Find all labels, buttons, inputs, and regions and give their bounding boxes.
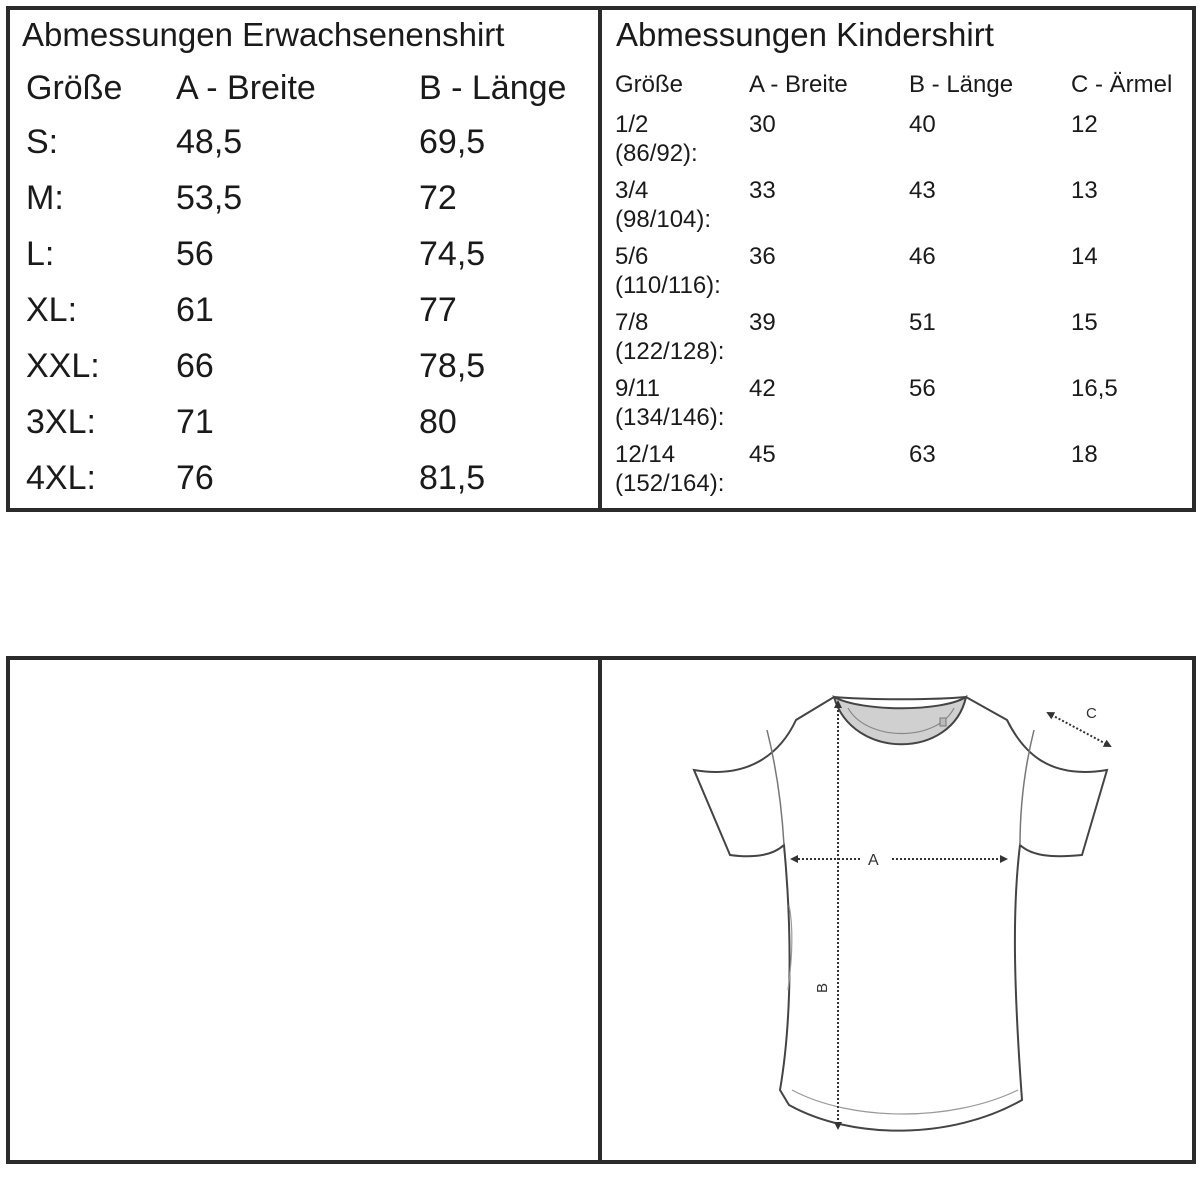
table-row	[26, 282, 579, 338]
table-row	[615, 308, 1191, 374]
length-cell: 72	[419, 179, 457, 217]
length-cell: 40	[909, 111, 936, 138]
shirt-diagram	[602, 660, 1192, 1160]
length-cell: 80	[419, 403, 457, 441]
size-cell: L:	[26, 235, 55, 273]
size-cell	[615, 176, 749, 242]
length-cell: 74,5	[419, 235, 486, 273]
width-cell: 56	[176, 235, 214, 273]
kids-header-sleeve: C - Ärmel	[1071, 71, 1173, 98]
sleeve-cell: 12	[1071, 111, 1098, 138]
length-cell: 78,5	[419, 347, 486, 385]
shirt-diagram-panel	[598, 656, 1196, 1164]
size-range: (86/92):	[615, 140, 698, 167]
width-cell: 36	[749, 243, 776, 270]
width-cell: 42	[749, 375, 776, 402]
kids-header-row	[615, 70, 1191, 110]
kids-table-title: Abmessungen Kindershirt	[616, 16, 994, 53]
table-row	[26, 338, 579, 394]
width-cell: 45	[749, 441, 776, 468]
table-row	[26, 114, 579, 170]
kids-header-length: B - Länge	[909, 71, 1014, 98]
table-row	[615, 440, 1191, 506]
size-cell	[615, 308, 749, 374]
table-row	[615, 374, 1191, 440]
length-cell: 43	[909, 177, 936, 204]
size-label: 7/8	[615, 309, 649, 336]
size-cell: S:	[26, 123, 59, 161]
length-cell: 56	[909, 375, 936, 402]
measure-a-label: A	[868, 852, 879, 869]
kids-size-table	[615, 70, 1191, 506]
adult-header-row	[26, 62, 579, 114]
table-row	[26, 394, 579, 450]
sleeve-cell: 15	[1071, 309, 1098, 336]
adult-size-table	[26, 62, 579, 506]
table-row	[615, 110, 1191, 176]
measure-b-label: B	[814, 982, 831, 993]
length-cell: 77	[419, 291, 457, 329]
size-label: 5/6	[615, 243, 649, 270]
sleeve-cell: 18	[1071, 441, 1098, 468]
empty-panel	[6, 656, 602, 1164]
sleeve-cell: 13	[1071, 177, 1098, 204]
kids-size-panel	[598, 6, 1196, 512]
size-cell	[615, 374, 749, 440]
size-range: (134/146):	[615, 404, 725, 431]
size-cell	[615, 242, 749, 308]
width-cell: 61	[176, 291, 214, 329]
length-cell: 46	[909, 243, 936, 270]
width-cell: 33	[749, 177, 776, 204]
width-cell: 48,5	[176, 123, 243, 161]
care-label-icon	[940, 718, 946, 726]
size-cell: 4XL:	[26, 459, 96, 497]
size-cell: XXL:	[26, 347, 100, 385]
length-cell: 69,5	[419, 123, 486, 161]
width-cell: 39	[749, 309, 776, 336]
size-cell	[615, 110, 749, 176]
kids-header-size: Größe	[615, 71, 684, 98]
size-cell: 3XL:	[26, 403, 96, 441]
size-label: 3/4	[615, 177, 649, 204]
width-cell: 30	[749, 111, 776, 138]
size-label: 9/11	[615, 375, 660, 402]
adult-table-title: Abmessungen Erwachsenenshirt	[22, 16, 505, 53]
length-cell: 51	[909, 309, 936, 336]
size-cell	[615, 440, 749, 506]
adult-header-width: A - Breite	[176, 69, 316, 107]
width-cell: 76	[176, 459, 214, 497]
size-cell: M:	[26, 179, 64, 217]
kids-header-width: A - Breite	[749, 71, 848, 98]
table-row	[26, 450, 579, 506]
adult-header-length: B - Länge	[419, 69, 567, 107]
measure-c-label: C	[1086, 705, 1097, 722]
length-cell: 81,5	[419, 459, 486, 497]
length-cell: 63	[909, 441, 936, 468]
size-range: (152/164):	[615, 470, 725, 497]
size-range: (110/116):	[615, 272, 721, 299]
width-cell: 71	[176, 403, 214, 441]
adult-header-size: Größe	[26, 69, 123, 107]
table-row	[26, 170, 579, 226]
sleeve-cell: 16,5	[1071, 375, 1118, 402]
table-row	[615, 242, 1191, 308]
size-range: (98/104):	[615, 206, 712, 233]
size-range: (122/128):	[615, 338, 725, 365]
sleeve-cell: 14	[1071, 243, 1098, 270]
width-cell: 66	[176, 347, 214, 385]
size-label: 12/14	[615, 441, 676, 468]
size-cell: XL:	[26, 291, 78, 329]
adult-size-panel	[6, 6, 602, 512]
size-label: 1/2	[615, 111, 649, 138]
measure-c-arrow	[1048, 713, 1110, 746]
shirt-outline	[694, 697, 1107, 1131]
table-row	[26, 226, 579, 282]
width-cell: 53,5	[176, 179, 243, 217]
table-row	[615, 176, 1191, 242]
